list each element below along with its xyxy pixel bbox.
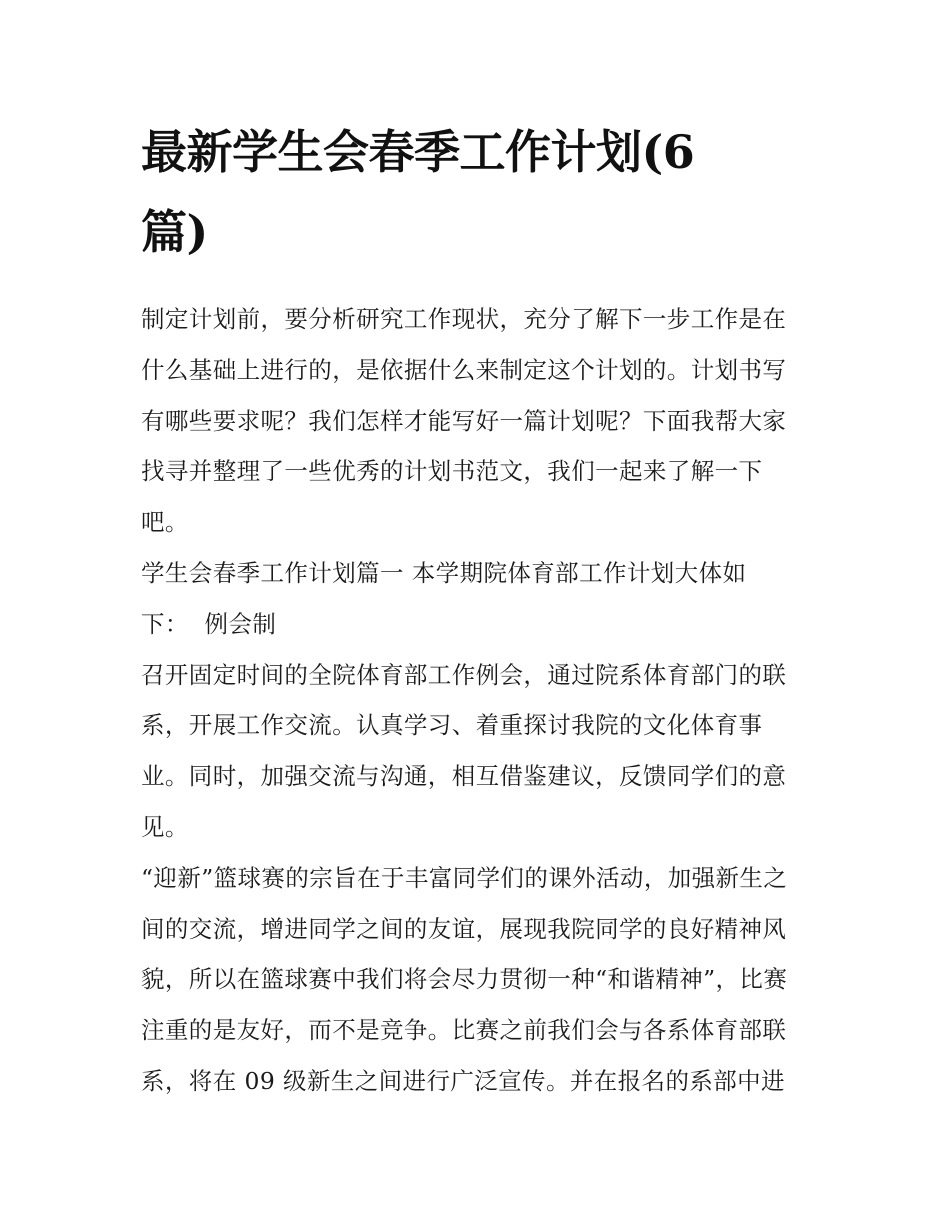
text-line: 学生会春季工作计划篇一 本学期院体育部工作计划大体如 xyxy=(141,558,747,587)
section-heading-paragraph xyxy=(141,548,821,650)
title-line-1: 最新学生会春季工作计划(6 xyxy=(141,125,695,179)
text-line: 吧。 xyxy=(141,508,189,537)
document-page xyxy=(141,112,821,1107)
text-line: 下： 例会制 xyxy=(141,609,277,638)
meeting-paragraph xyxy=(141,650,821,853)
text-line: 貌，所以在篮球赛中我们将会尽力贯彻一种“和谐精神”，比赛 xyxy=(141,965,788,994)
text-line: 见。 xyxy=(141,812,189,841)
basketball-paragraph xyxy=(141,853,821,1107)
title-line-2: 篇) xyxy=(141,205,208,259)
document-title xyxy=(141,112,821,272)
text-line: 系，开展工作交流。认真学习、着重探讨我院的文化体育事 xyxy=(141,711,763,740)
text-line: 制定计划前，要分析研究工作现状，充分了解下一步工作是在 xyxy=(141,305,787,333)
text-line: 注重的是友好，而不是竞争。比赛之前我们会与各系体育部联 xyxy=(141,1016,787,1045)
text-line: 召开固定时间的全院体育部工作例会，通过院系体育部门的联 xyxy=(141,660,787,689)
text-line: 系，将在 09 级新生之间进行广泛宣传。并在报名的系部中进 xyxy=(141,1066,785,1095)
text-line: 有哪些要求呢？我们怎样才能写好一篇计划呢？下面我帮大家 xyxy=(141,406,787,435)
text-line: “迎新”篮球赛的宗旨在于丰富同学们的课外活动，加强新生之 xyxy=(141,863,788,892)
text-line: 间的交流，增进同学之间的友谊，展现我院同学的良好精神风 xyxy=(141,914,787,943)
text-line: 什么基础上进行的，是依据什么来制定这个计划的。计划书写 xyxy=(141,355,787,384)
intro-paragraph xyxy=(141,294,821,548)
text-line: 找寻并整理了一些优秀的计划书范文，我们一起来了解一下 xyxy=(141,457,763,486)
text-line: 业。同时，加强交流与沟通，相互借鉴建议，反馈同学们的意 xyxy=(141,762,787,791)
